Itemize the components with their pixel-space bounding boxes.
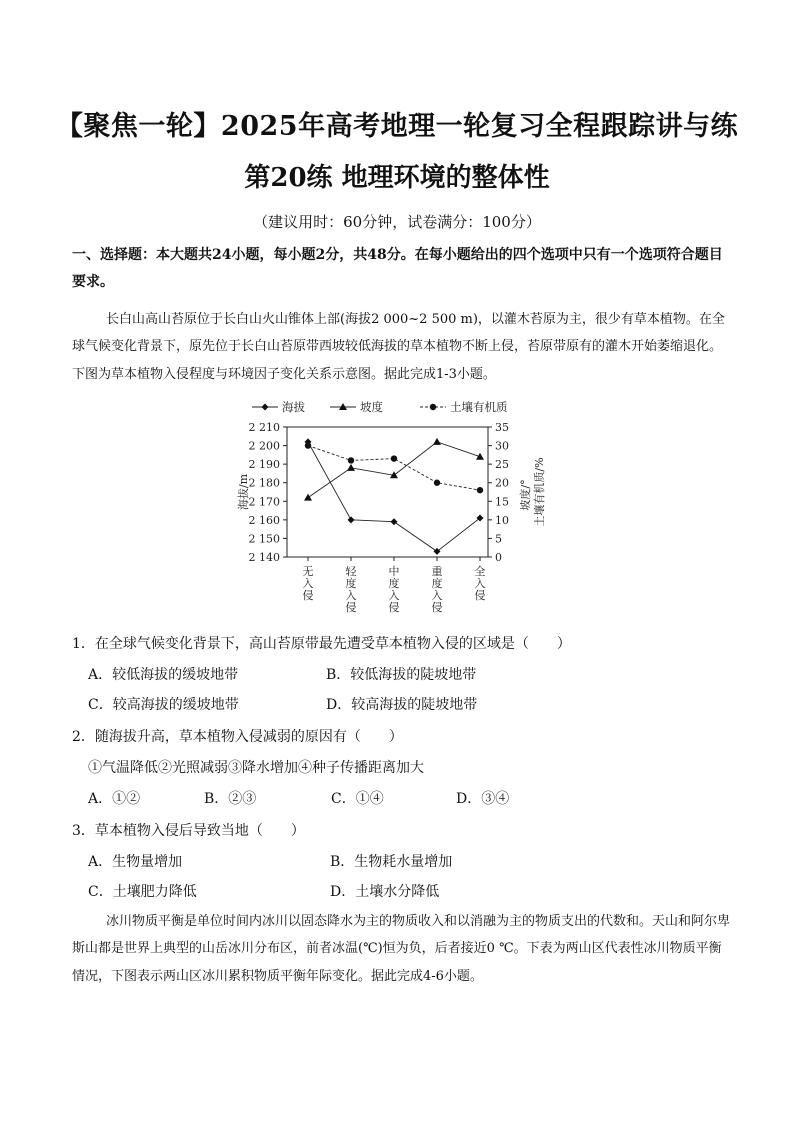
right-tick-label: 5	[495, 532, 502, 546]
right-tick-label: 30	[495, 439, 509, 453]
q1-option-b[interactable]: B．较低海拔的陡坡地带	[326, 667, 477, 683]
q3-option-b[interactable]: B．生物耗水量增加	[330, 854, 453, 870]
question-2-stem: 2．随海拔升高，草本植物入侵减弱的原因有（ ）	[72, 729, 403, 745]
document-title: 【聚焦一轮】2025年高考地理一轮复习全程跟踪讲与练	[55, 111, 739, 142]
right-axis-label-slope: 坡度/°	[519, 479, 532, 511]
category-label: 侵	[388, 601, 400, 613]
left-tick-label: 2 210	[248, 421, 280, 434]
passage-2-text: 冰川物质平衡是单位时间内冰川以固态降水为主的物质收入和以消融为主的物质支出的代数和。天山和阿尔卑斯山都是世界上典型的山岳冰川分布区，前者冰温(℃)恒为负，后者接近0 ℃。下表为两山区代表性冰川物质平衡情况，下图表示两山区冰川累积物质平衡年际变化。据此完成4-6小题。	[72, 914, 731, 984]
category-label: 无	[302, 565, 314, 578]
q1-option-a[interactable]: A．较低海拔的缓坡地带	[88, 667, 239, 683]
data-point-土壤有机质	[477, 487, 483, 493]
q2-items: ①气温降低②光照减弱③降水增加④种子传播距离加大	[88, 760, 424, 776]
data-point-土壤有机质	[305, 442, 311, 448]
category-label: 侵	[302, 589, 314, 602]
category-label: 度	[388, 577, 400, 590]
category-label: 入	[474, 577, 486, 590]
left-axis-label: 海拔/m	[237, 473, 250, 511]
left-tick-label: 2 190	[248, 458, 280, 472]
section-heading: 一、选择题：	[72, 247, 156, 263]
left-tick-label: 2 170	[248, 495, 280, 509]
exercise-title: 第20练 地理环境的整体性	[244, 163, 550, 193]
right-axis-label-organic: 土壤有机质/%	[533, 457, 546, 527]
q2-option-b[interactable]: B．②③	[204, 791, 257, 807]
q2-option-a[interactable]: A．①②	[88, 791, 141, 807]
question-1-stem: 1．在全球气候变化背景下，高山苔原带最先遭受草本植物入侵的区域是（ ）	[72, 636, 571, 652]
right-tick-label: 0	[495, 551, 502, 564]
legend-marker	[430, 404, 436, 410]
q1-option-d[interactable]: D．较高海拔的陡坡地带	[326, 697, 478, 713]
category-label: 侵	[474, 589, 486, 602]
right-tick-label: 15	[495, 495, 509, 509]
data-point-海拔	[391, 518, 398, 525]
category-label: 轻	[345, 565, 357, 578]
category-label: 侵	[345, 601, 357, 613]
category-label: 全	[474, 565, 486, 578]
category-label: 度	[345, 577, 357, 590]
legend-marker	[339, 403, 347, 410]
category-label: 入	[302, 577, 314, 590]
section-text: 本大题共24小题，每小题2分，共48分。在每小题给出的四个选项中只有一个选项符合题目要求。	[72, 247, 723, 290]
left-tick-label: 2 150	[248, 532, 280, 546]
category-label: 入	[388, 589, 400, 602]
legend-marker	[262, 404, 269, 411]
data-point-坡度	[433, 438, 441, 445]
data-point-海拔	[348, 516, 355, 523]
q1-option-c[interactable]: C．较高海拔的缓坡地带	[88, 697, 239, 713]
time-score-info: （建议用时：60分钟，试卷满分：100分）	[253, 213, 541, 231]
left-tick-label: 2 140	[248, 551, 280, 564]
q3-option-c[interactable]: C．土壤肥力降低	[88, 884, 197, 900]
q2-option-d[interactable]: D．③④	[456, 791, 510, 807]
section-instructions	[72, 242, 732, 295]
passage-1	[72, 306, 732, 388]
passage-1-text: 长白山高山苔原位于长白山火山锥体上部(海拔2 000~2 500 m)，以灌木苔原为主，很少有草本植物。在全球气候变化背景下，原先位于长白山苔原带西坡较低海拔的草本植物不断上侵，苔原带原有的灌木开始萎缩退化。下图为草本植物入侵程度与环境因子变化关系示意图。据此完成1-3小题。	[72, 312, 725, 382]
plot-frame	[287, 427, 488, 557]
right-tick-label: 25	[495, 458, 509, 472]
question-3-stem: 3．草本植物入侵后导致当地（ ）	[72, 823, 305, 839]
data-point-土壤有机质	[348, 457, 354, 463]
category-label: 入	[431, 589, 443, 602]
category-label: 中	[388, 565, 400, 578]
right-tick-label: 20	[495, 476, 509, 490]
left-tick-label: 2 200	[248, 439, 280, 453]
data-point-坡度	[304, 494, 312, 501]
left-tick-label: 2 180	[248, 476, 280, 490]
left-tick-label: 2 160	[248, 513, 280, 527]
q3-option-d[interactable]: D．土壤水分降低	[330, 884, 440, 900]
data-point-土壤有机质	[434, 480, 440, 486]
legend-label: 海拔	[282, 400, 305, 414]
data-point-土壤有机质	[391, 455, 397, 461]
q2-option-c[interactable]: C．①④	[331, 791, 384, 807]
data-point-坡度	[347, 464, 355, 471]
series-line-土壤有机质	[308, 446, 480, 491]
category-label: 入	[345, 589, 357, 602]
right-tick-label: 10	[495, 513, 509, 527]
legend-label: 土壤有机质	[450, 400, 508, 414]
chart-legend	[252, 400, 508, 414]
q3-option-a[interactable]: A．生物量增加	[88, 854, 183, 870]
category-label: 侵	[431, 601, 443, 613]
category-label: 度	[431, 577, 443, 590]
category-label: 重	[431, 565, 443, 578]
right-tick-label: 35	[495, 421, 509, 434]
passage-2	[72, 908, 732, 990]
legend-label: 坡度	[360, 400, 383, 414]
invasion-chart	[220, 397, 580, 613]
